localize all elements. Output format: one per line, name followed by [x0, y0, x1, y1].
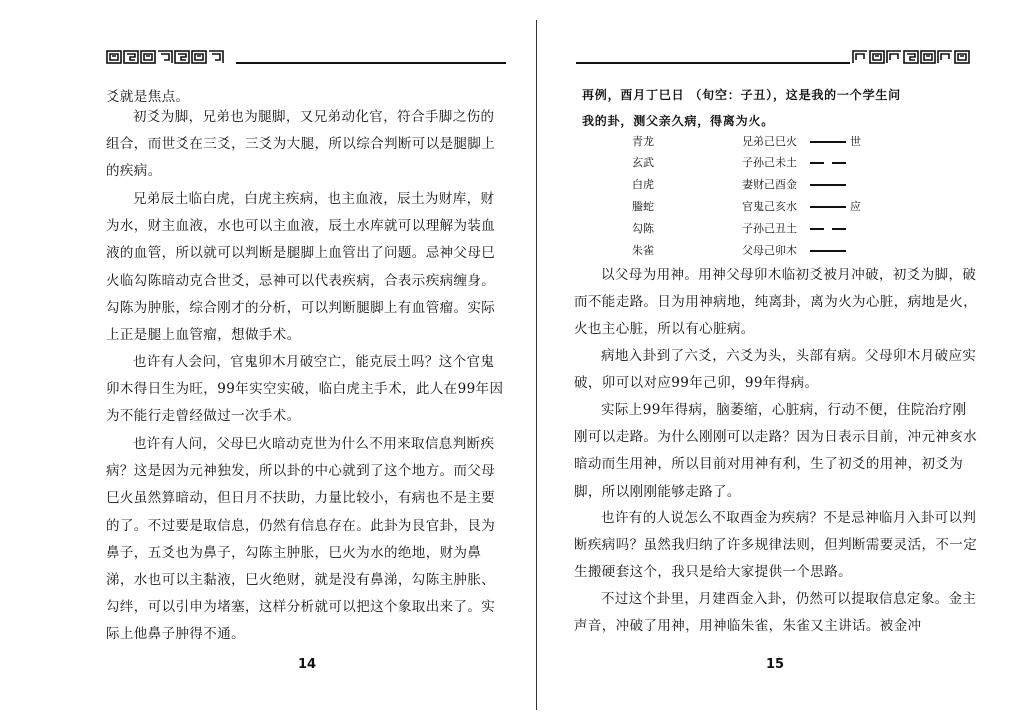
- yin-line-mark: [810, 228, 824, 230]
- hexagram-line: [538, 133, 1024, 155]
- line-label: 兄弟己巳火: [742, 135, 797, 148]
- line-label: 子孙己丑土: [742, 222, 797, 235]
- paragraph: 也许有的人说怎么不取酉金为疾病？不是忌神临月入卦可以判断疾病吗？虽然我归纳了许多规律法则，但判断需要灵活，不一定生搬硬套这个，我只是给大家提供一个思路。: [574, 510, 978, 581]
- hexagram-line: [538, 154, 1024, 176]
- line-label: 子孙己未土: [742, 156, 797, 169]
- book-spine: [536, 20, 537, 710]
- paragraph: 爻就是焦点。: [106, 89, 190, 105]
- header-rule-left: [236, 62, 506, 64]
- hexagram-line: [538, 176, 1024, 198]
- line-label: 父母己卯木: [742, 244, 797, 257]
- paragraph: 病地入卦到了六爻，六爻为头，头部有病。父母卯木月破应实破，卯可以对应99年己卯，99年得病。: [574, 348, 977, 392]
- paragraph: 实际上99年得病，脑萎缩，心脏病，行动不便，住院治疗刚刚可以走路。为什么刚刚可以走路？因为日表示目前，冲元神亥水暗动而生用神，所以目前对用神有利，生了初爻的用神，初爻为脚，所以刚刚能够走路了。: [574, 402, 978, 500]
- hexagram-line: [538, 198, 1024, 220]
- six-god-label: 勾陈: [632, 222, 654, 235]
- yin-line-mark: [832, 228, 846, 230]
- page-number-left: 14: [298, 657, 317, 672]
- paragraph: 兄弟辰土临白虎，白虎主疾病，也主血液，辰土为财库，财为水，财主血液，水也可以主血液，辰土水库就可以理解为装血液的血管，所以就可以判断是腿脚上血管出了问题。忌神父母巳火临勾陈暗动克合世爻，忌神可以代表疾病，合表示疾病缠身。勾陈为肿胀，综合刚才的分析，可以判断腿脚上有血管瘤。实际上正是腿上血管瘤，想做手术。: [106, 191, 496, 344]
- shi-ying-mark: 应: [850, 200, 861, 213]
- yin-line-mark: [810, 162, 824, 164]
- yang-line-mark: [810, 184, 846, 186]
- hexagram-line: [538, 242, 1024, 264]
- six-god-label: 白虎: [632, 178, 654, 191]
- yang-line-mark: [810, 141, 846, 143]
- example-intro-line1: 再例，酉月丁巳日 （旬空：子丑），这是我的一个学生问: [582, 88, 901, 102]
- paragraph: 初爻为脚，兄弟也为腿脚，又兄弟动化官，符合手脚之伤的组合，而世爻在三爻，三爻为大腿，所以综合判断可以是腿脚上的疾病。: [106, 109, 496, 180]
- hexagram-line: [538, 220, 1024, 242]
- six-god-label: 螣蛇: [632, 200, 654, 213]
- six-god-label: 玄武: [632, 156, 654, 169]
- page-number-right: 15: [766, 657, 785, 672]
- header-ornament-right: [852, 50, 980, 64]
- shi-ying-mark: 世: [850, 135, 861, 148]
- six-god-label: 朱雀: [632, 244, 654, 257]
- line-label: 妻财己酉金: [742, 178, 797, 191]
- paragraph: 也许有人问，父母巳火暗动克世为什么不用来取信息判断疾病？这是因为元神独发，所以卦的中心就到了这个地方。而父母巳火虽然算暗动，但日月不扶助，力量比较小，有病也不是主要的了。不过要是取信息，仍然有信息存在。此卦为艮官卦，艮为鼻子，五爻也为鼻子，勾陈主肿胀，巳火为水的绝地，财为鼻涕，水也可以主黏液，巳火绝财，就是没有鼻涕，勾陈主肿胀、勾绊，可以引申为堵塞，这样分析就可以把这个象取出来了。实际上他鼻子肿得不通。: [106, 436, 496, 643]
- yang-line-mark: [810, 250, 846, 252]
- example-intro-line2: 我的卦，测父亲久病，得离为火。: [582, 114, 775, 128]
- paragraph: 以父母为用神。用神父母卯木临初爻被月冲破，初爻为脚，破而不能走路。日为用神病地，纯离卦，离为火为心脏，病地是火，火也主心脏，所以有心脏病。: [574, 267, 978, 338]
- right-page: [538, 0, 1024, 725]
- header-ornament-left: [106, 50, 234, 64]
- header-rule-right: [576, 62, 850, 64]
- line-label: 官鬼己亥水: [742, 200, 797, 213]
- six-god-label: 青龙: [632, 135, 654, 148]
- yang-line-mark: [810, 206, 846, 208]
- paragraph: 也许有人会问，官鬼卯木月破空亡，能克辰土吗？这个官鬼卯木得日生为旺，99年实空实破，临白虎主手术，此人在99年因为不能行走曾经做过一次手术。: [106, 354, 504, 425]
- paragraph: 不过这个卦里，月建酉金入卦，仍然可以提取信息定象。金主声音，冲破了用神，用神临朱雀，朱雀又主讲话。被金冲: [574, 591, 977, 635]
- yin-line-mark: [832, 162, 846, 164]
